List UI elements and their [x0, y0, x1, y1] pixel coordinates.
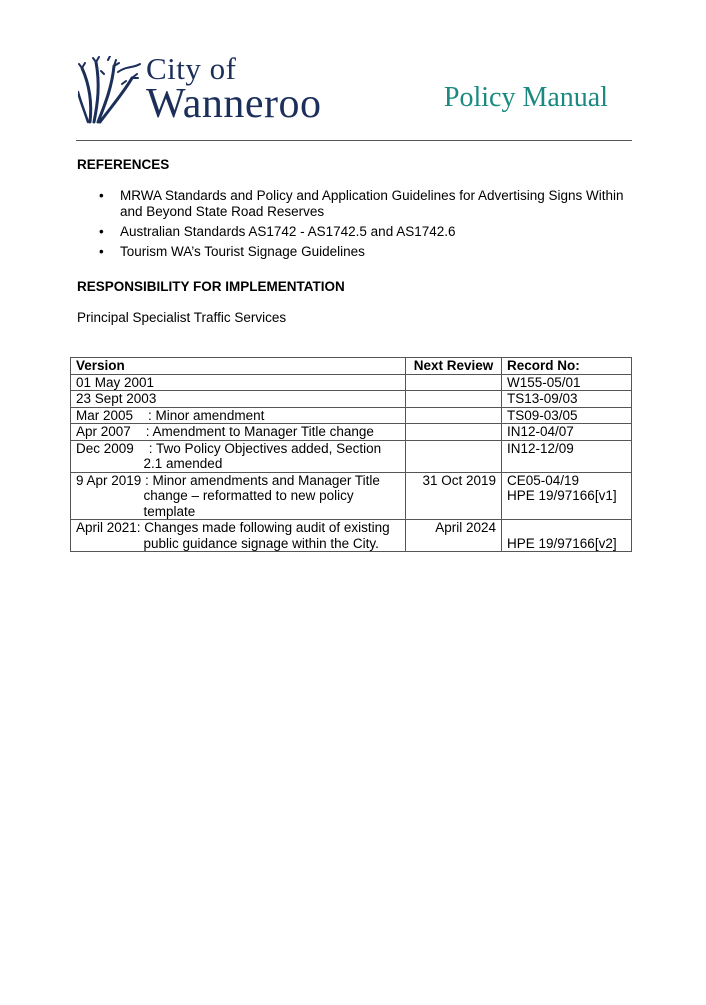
logo-text-wanneroo: Wanneroo [146, 81, 322, 127]
header-divider [76, 140, 632, 141]
responsible-officer: Principal Specialist Traffic Services [77, 310, 287, 325]
version-cell: 01 May 2001 [71, 374, 406, 391]
table-row [71, 520, 632, 552]
column-header-record-no: Record No: [502, 358, 632, 375]
table-row [71, 374, 632, 391]
next-review-cell [406, 440, 502, 472]
reference-text: Australian Standards AS1742 - AS1742.5 and AS1742.6 [120, 224, 456, 239]
bullet-icon: • [99, 224, 104, 239]
city-of-wanneroo-logo [78, 51, 338, 127]
next-review-cell [406, 391, 502, 408]
bullet-icon: • [99, 188, 104, 203]
table-row [71, 424, 632, 441]
column-header-next-review: Next Review [406, 358, 502, 375]
record-cell: TS09-03/05 [502, 407, 632, 424]
references-list [77, 188, 637, 264]
next-review-cell: April 2024 [406, 520, 502, 552]
record-cell: TS13-09/03 [502, 391, 632, 408]
next-review-cell [406, 407, 502, 424]
reference-text: Tourism WA’s Tourist Signage Guidelines [120, 244, 365, 259]
record-cell: IN12-12/09 [502, 440, 632, 472]
record-cell: W155-05/01 [502, 374, 632, 391]
version-cell: 23 Sept 2003 [71, 391, 406, 408]
next-review-cell [406, 424, 502, 441]
record-cell: IN12-04/07 [502, 424, 632, 441]
list-item [77, 224, 637, 240]
manual-title: Policy Manual [443, 82, 608, 113]
bullet-icon: • [99, 244, 104, 259]
logo-text-city-of: City of [146, 51, 237, 86]
next-review-cell [406, 374, 502, 391]
responsibility-heading: RESPONSIBILITY FOR IMPLEMENTATION [77, 279, 345, 294]
column-header-version: Version [71, 358, 406, 375]
references-heading: REFERENCES [77, 157, 170, 172]
kangaroo-paw-icon [78, 56, 142, 124]
record-cell: CE05-04/19 HPE 19/97166[v1] [502, 472, 632, 520]
version-history-table [70, 357, 632, 552]
version-cell: Dec 2009 : Two Policy Objectives added, Section 2.1 amended [71, 440, 406, 472]
version-cell: April 2021: Changes made following audit of existing public guidance signage within the City. [71, 520, 406, 552]
list-item [77, 244, 637, 260]
version-cell: Mar 2005 : Minor amendment [71, 407, 406, 424]
table-row [71, 391, 632, 408]
table-row [71, 407, 632, 424]
next-review-cell: 31 Oct 2019 [406, 472, 502, 520]
record-cell: HPE 19/97166[v2] [502, 520, 632, 552]
version-cell: Apr 2007 : Amendment to Manager Title change [71, 424, 406, 441]
version-cell: 9 Apr 2019 : Minor amendments and Manager Title change – reformatted to new policy template [71, 472, 406, 520]
reference-text: MRWA Standards and Policy and Application Guidelines for Advertising Signs Within and Beyond State Road Reserves [120, 188, 624, 219]
list-item [77, 188, 637, 220]
table-header-row [71, 358, 632, 375]
table-row [71, 440, 632, 472]
table-row [71, 472, 632, 520]
